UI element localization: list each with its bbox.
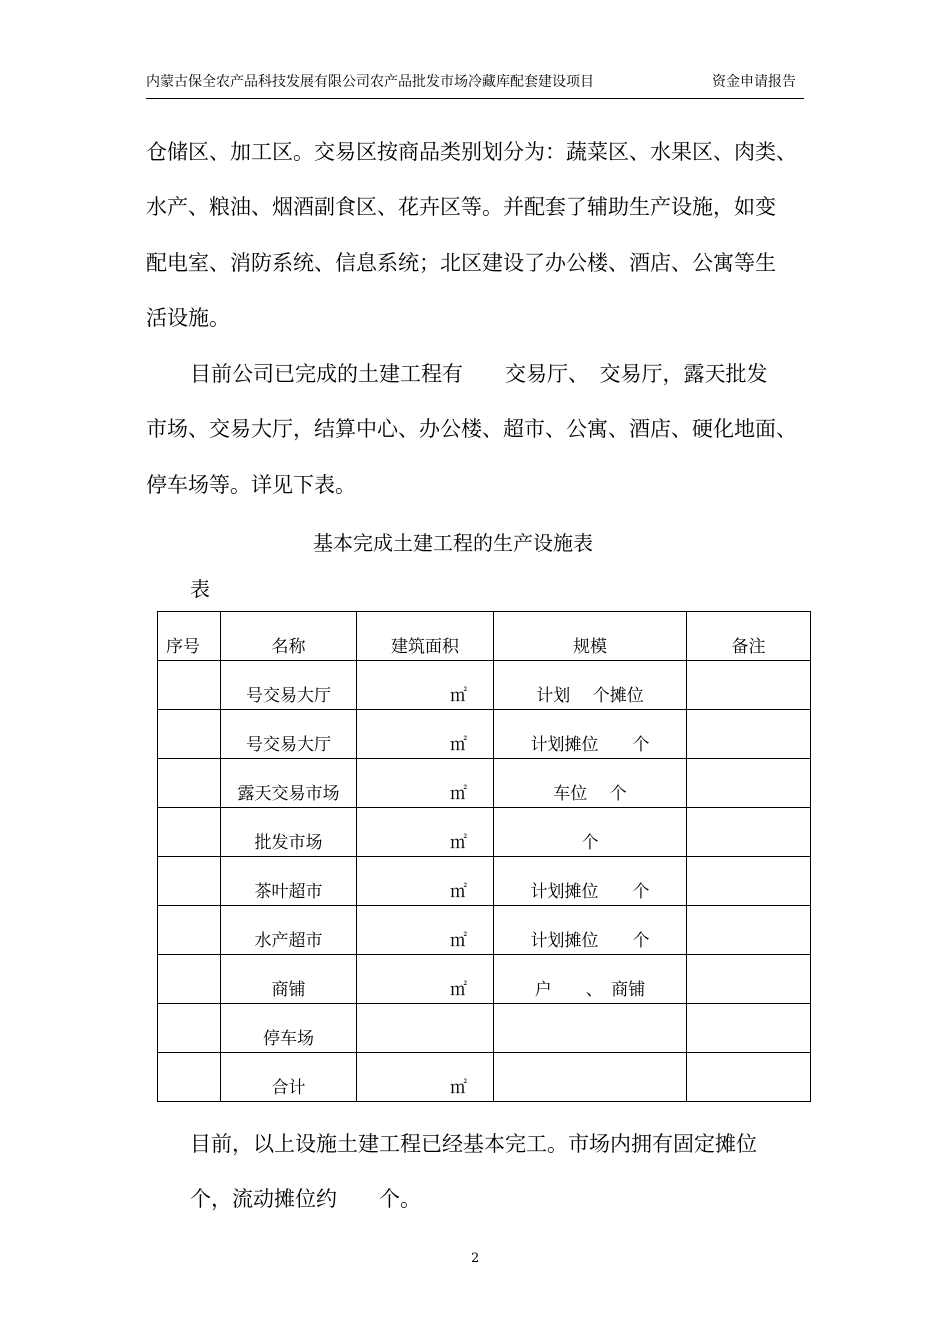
- table-row: [158, 906, 811, 955]
- paragraph-line: 配电室、消防系统、信息系统；北区建设了办公楼、酒店、公寓等生: [146, 251, 776, 275]
- cell-name: 批发市场: [221, 808, 357, 857]
- facilities-table: [157, 611, 811, 1102]
- cell-index: [158, 808, 221, 857]
- header-name: 名称: [221, 612, 357, 661]
- page-number: 2: [471, 1251, 480, 1266]
- cell-name: 合计: [221, 1053, 357, 1102]
- paragraph-line: 水产、粮油、烟酒副食区、花卉区等。并配套了辅助生产设施，如变: [146, 195, 776, 219]
- table-row: [158, 759, 811, 808]
- table-row: [158, 955, 811, 1004]
- table-row: [158, 1004, 811, 1053]
- cell-area: ㎡: [357, 1053, 494, 1102]
- cell-notes: [687, 759, 811, 808]
- cell-name: 水产超市: [221, 906, 357, 955]
- cell-name: 茶叶超市: [221, 857, 357, 906]
- cell-index: [158, 1053, 221, 1102]
- cell-notes: [687, 808, 811, 857]
- table-row: [158, 710, 811, 759]
- header-divider: [146, 98, 804, 99]
- cell-notes: [687, 661, 811, 710]
- paragraph-line: 个，流动摊位约 个。: [190, 1187, 421, 1211]
- cell-index: [158, 710, 221, 759]
- paragraph-line: 市场、交易大厅，结算中心、办公楼、超市、公寓、酒店、硬化地面、: [146, 417, 797, 441]
- cell-index: [158, 906, 221, 955]
- cell-area: ㎡: [357, 955, 494, 1004]
- cell-index: [158, 955, 221, 1004]
- cell-scale: 个: [494, 808, 687, 857]
- cell-index: [158, 661, 221, 710]
- paragraph-line: 仓储区、加工区。交易区按商品类别划分为：蔬菜区、水果区、肉类、: [146, 140, 797, 164]
- cell-scale: 户 、 商铺: [494, 955, 687, 1004]
- cell-area: ㎡: [357, 759, 494, 808]
- header-project-title: 内蒙古保全农产品科技发展有限公司农产品批发市场冷藏库配套建设项目: [146, 74, 594, 90]
- cell-notes: [687, 1053, 811, 1102]
- cell-name: 停车场: [221, 1004, 357, 1053]
- cell-area: ㎡: [357, 808, 494, 857]
- cell-scale: [494, 1053, 687, 1102]
- cell-name: 露天交易市场: [221, 759, 357, 808]
- header-report-type: 资金申请报告: [712, 74, 796, 90]
- paragraph-line: 目前，以上设施土建工程已经基本完工。市场内拥有固定摊位: [190, 1132, 757, 1156]
- table-row: [158, 808, 811, 857]
- cell-area: ㎡: [357, 857, 494, 906]
- table-row: [158, 661, 811, 710]
- cell-index: [158, 1004, 221, 1053]
- paragraph-line: 目前公司已完成的土建工程有 交易厅、 交易厅，露天批发: [190, 362, 768, 386]
- cell-scale: 计划摊位 个: [494, 710, 687, 759]
- cell-notes: [687, 1004, 811, 1053]
- cell-name: 号交易大厅: [221, 710, 357, 759]
- table-title: 基本完成土建工程的生产设施表: [313, 531, 593, 555]
- cell-scale: 计划摊位 个: [494, 857, 687, 906]
- table-row: [158, 857, 811, 906]
- cell-scale: 计划摊位 个: [494, 906, 687, 955]
- cell-name: 商铺: [221, 955, 357, 1004]
- header-index: 序号: [158, 612, 221, 661]
- cell-notes: [687, 710, 811, 759]
- cell-area: ㎡: [357, 710, 494, 759]
- cell-area: [357, 1004, 494, 1053]
- cell-scale: 车位 个: [494, 759, 687, 808]
- cell-index: [158, 759, 221, 808]
- cell-area: ㎡: [357, 661, 494, 710]
- cell-scale: 计划 个摊位: [494, 661, 687, 710]
- header-notes: 备注: [687, 612, 811, 661]
- header-area: 建筑面积: [357, 612, 494, 661]
- paragraph-line: 活设施。: [146, 306, 230, 330]
- cell-index: [158, 857, 221, 906]
- cell-scale: [494, 1004, 687, 1053]
- cell-notes: [687, 857, 811, 906]
- cell-notes: [687, 906, 811, 955]
- cell-name: 号交易大厅: [221, 661, 357, 710]
- header-scale: 规模: [494, 612, 687, 661]
- table-header-row: [158, 612, 811, 661]
- cell-notes: [687, 955, 811, 1004]
- cell-area: ㎡: [357, 906, 494, 955]
- table-label: 表: [190, 577, 210, 601]
- table-total-row: [158, 1053, 811, 1102]
- paragraph-line: 停车场等。详见下表。: [146, 473, 356, 497]
